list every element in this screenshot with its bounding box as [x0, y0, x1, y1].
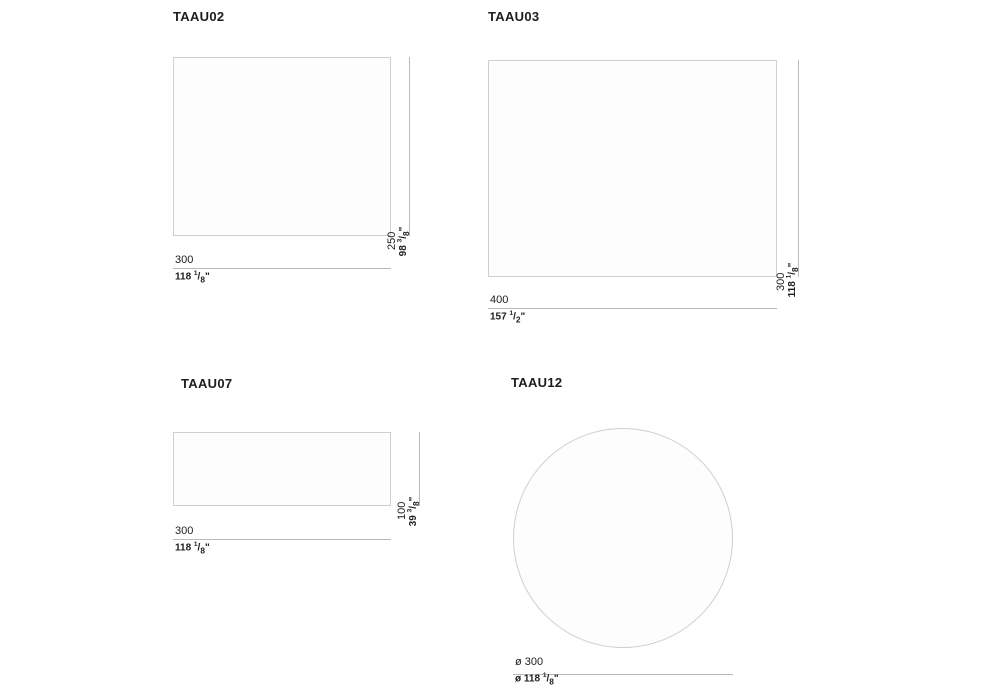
height-mm: 100: [396, 501, 408, 520]
height-inch: 39 $^3/_8$": [406, 496, 421, 527]
width-mm: 300: [175, 525, 194, 537]
width-mm: 300: [175, 254, 194, 266]
product-code-label: TAAU03: [488, 9, 540, 24]
height-mm: 300: [775, 272, 787, 291]
product-code-label: TAAU07: [181, 376, 233, 391]
width-dimension-text: [175, 525, 210, 557]
height-dimension-line: [409, 57, 410, 236]
width-inch: 118 $^1/_8$": [175, 270, 210, 285]
height-inch: 118 $^1/_8$": [785, 262, 800, 298]
shape-rectangle-taau03: [488, 60, 777, 277]
diameter-inch: ø 118 $^1/_8$": [515, 672, 559, 687]
diameter-dimension-text: [515, 656, 559, 688]
product-code-label: TAAU02: [173, 9, 225, 24]
product-code-label: TAAU12: [511, 375, 563, 390]
width-inch: 118 $^1/_8$": [175, 541, 210, 556]
height-dimension-line: [419, 432, 420, 506]
height-dimension-line: [798, 60, 799, 277]
width-dimension-text: [490, 294, 525, 326]
shape-rectangle-taau07: [173, 432, 391, 506]
diameter-mm: ø 300: [515, 656, 544, 668]
height-mm: 250: [386, 231, 398, 250]
width-inch: 157 $^1/_2$": [490, 310, 526, 325]
width-dimension-line: [488, 308, 777, 309]
shape-circle-taau12: [513, 428, 733, 648]
height-inch: 98 $^3/_8$": [396, 226, 411, 257]
width-mm: 400: [490, 294, 509, 306]
width-dimension-text: [175, 254, 210, 286]
shape-rectangle-taau02: [173, 57, 391, 236]
